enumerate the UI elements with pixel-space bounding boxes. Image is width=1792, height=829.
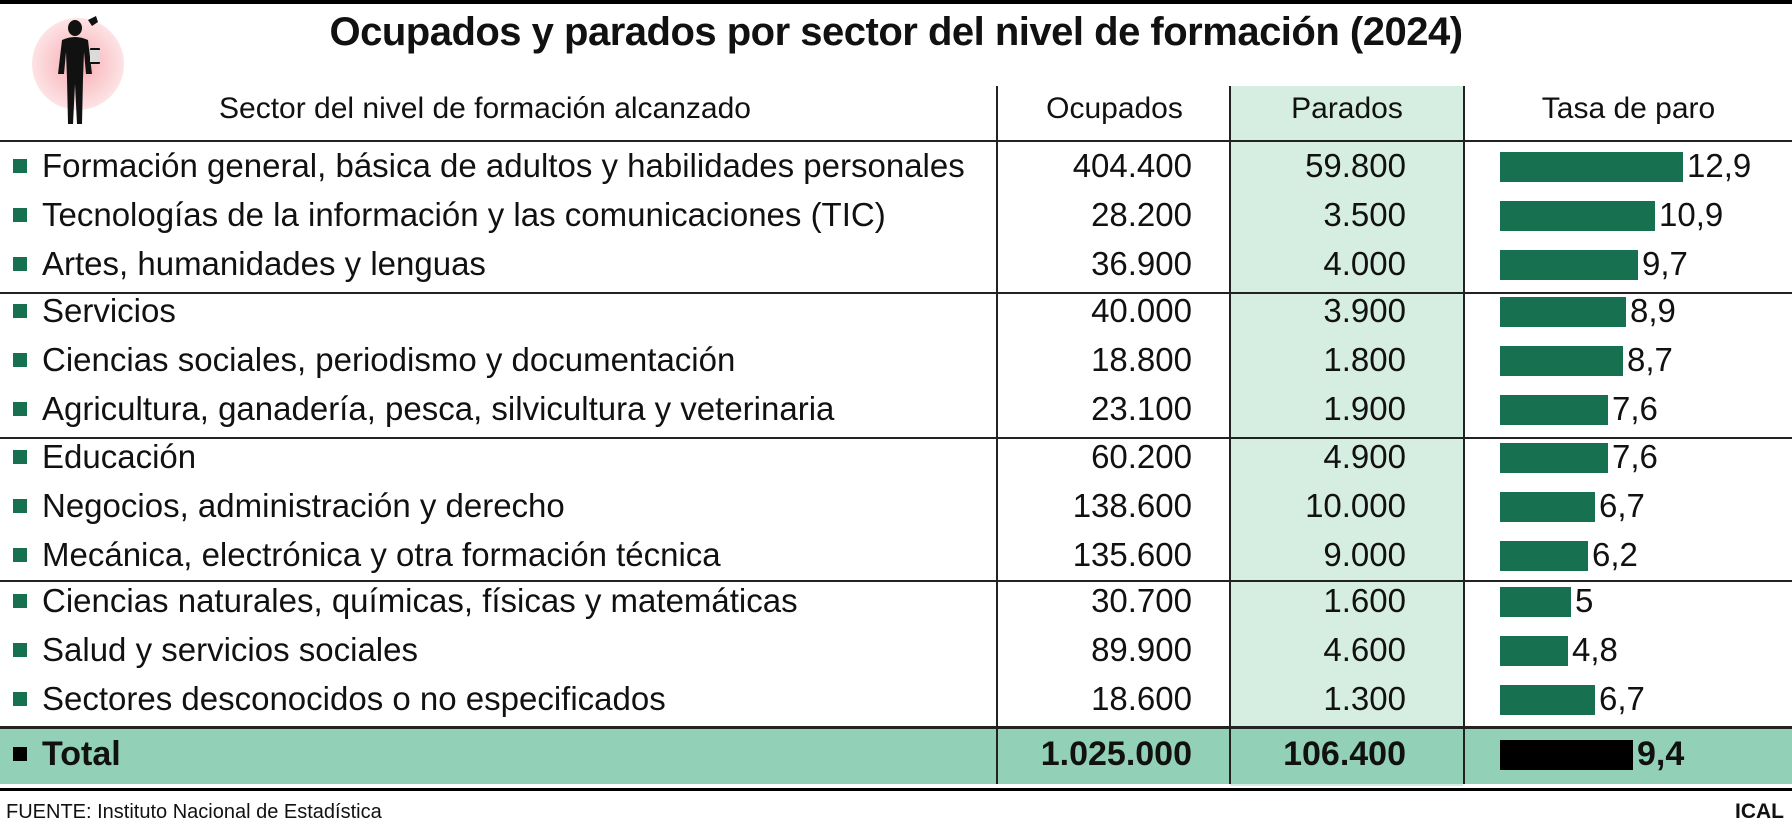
sector-label: Artes, humanidades y lenguas [42,245,486,282]
table-row [0,143,1792,191]
parados-value: 9.000 [1323,536,1406,573]
parados-value: 3.900 [1323,292,1406,329]
ocupados-value: 135.600 [1072,536,1192,573]
sector-label: Servicios [42,292,176,329]
bullet-square-icon [13,548,27,562]
bullet-square-icon [13,402,27,416]
sector-label: Sectores desconocidos o no especificados [42,680,666,717]
bullet-square-icon [13,594,27,608]
tasa-label: 7,6 [1612,390,1658,427]
tasa-label: 5 [1575,582,1594,619]
header-sector: Sector del nivel de formación alcanzado [219,92,751,125]
bullet-square-icon [13,304,27,318]
tasa-bar [1500,541,1588,571]
table-row [0,676,1792,724]
sector-label: Educación [42,438,197,475]
chart-title: Ocupados y parados por sector del nivel de formación (2024) [329,10,1463,54]
parados-value: 4.000 [1323,245,1406,282]
tasa-label: 8,9 [1630,292,1676,329]
sector-label: Salud y servicios sociales [42,631,418,668]
tasa-label: 4,8 [1572,631,1618,668]
header-ocupados: Ocupados [1046,92,1183,125]
tasa-label: 7,6 [1612,438,1658,475]
ocupados-value: 138.600 [1072,487,1192,524]
tasa-bar [1500,297,1626,327]
sector-label: Ciencias sociales, periodismo y documentación [42,341,736,378]
bottom-rule [0,788,1792,791]
sector-label: Negocios, administración y derecho [42,487,565,524]
brand-logo-text: ICAL [1735,800,1784,823]
sector-label: Mecánica, electrónica y otra formación técnica [42,536,721,573]
ocupados-value: 1.025.000 [1040,735,1192,773]
table-row [0,386,1792,434]
tasa-label: 8,7 [1627,341,1673,378]
total-divider [0,726,1792,729]
tasa-label: 6,2 [1592,536,1638,573]
tasa-label: 6,7 [1599,680,1645,717]
ocupados-value: 404.400 [1072,147,1192,184]
tasa-label: 12,9 [1687,147,1752,184]
bullet-square-icon [13,747,27,761]
bullet-square-icon [13,450,27,464]
sector-label: Agricultura, ganadería, pesca, silvicultura y veterinaria [42,390,835,427]
bullet-square-icon [13,257,27,271]
tasa-bar [1500,587,1571,617]
bullet-square-icon [13,499,27,513]
ocupados-value: 18.800 [1091,341,1192,378]
sector-label: Ciencias naturales, químicas, físicas y matemáticas [42,582,798,619]
sector-label: Total [42,735,121,773]
tasa-bar [1500,152,1683,182]
tasa-bar [1500,346,1623,376]
table-row [0,578,1792,626]
top-rule [0,0,1792,4]
parados-value: 59.800 [1305,147,1406,184]
parados-value: 4.900 [1323,438,1406,475]
header-tasa: Tasa de paro [1541,92,1716,125]
tasa-bar [1500,395,1608,425]
tasa-bar [1500,636,1568,666]
table-row [0,627,1792,675]
tasa-bar [1500,201,1655,231]
tasa-bar [1500,250,1638,280]
parados-value: 106.400 [1283,735,1406,773]
table-row [0,241,1792,289]
table-row [0,483,1792,531]
parados-value: 1.600 [1323,582,1406,619]
tasa-label: 6,7 [1599,487,1645,524]
bullet-square-icon [13,159,27,173]
header-parados: Parados [1291,92,1403,125]
parados-value: 1.900 [1323,390,1406,427]
sector-label: Formación general, básica de adultos y habilidades personales [42,147,965,184]
parados-value: 1.300 [1323,680,1406,717]
header-divider [0,140,1792,142]
ocupados-value: 89.900 [1091,631,1192,668]
parados-value: 1.800 [1323,341,1406,378]
table-row [0,532,1792,580]
total-row [0,731,1792,779]
tasa-label: 10,9 [1659,196,1724,233]
bullet-square-icon [13,208,27,222]
tasa-bar [1500,443,1608,473]
ocupados-value: 36.900 [1091,245,1192,282]
parados-value: 10.000 [1305,487,1406,524]
ocupados-value: 28.200 [1091,196,1192,233]
ocupados-value: 30.700 [1091,582,1192,619]
tasa-bar [1500,685,1595,715]
tasa-bar [1500,492,1595,522]
tasa-bar [1500,740,1633,770]
tasa-label: 9,4 [1637,735,1685,773]
table-row [0,288,1792,336]
ocupados-value: 60.200 [1091,438,1192,475]
table-row [0,337,1792,385]
table-row [0,192,1792,240]
ocupados-value: 40.000 [1091,292,1192,329]
parados-value: 3.500 [1323,196,1406,233]
sector-label: Tecnologías de la información y las comunicaciones (TIC) [42,196,886,233]
bullet-square-icon [13,643,27,657]
source-note: FUENTE: Instituto Nacional de Estadística [6,801,382,823]
table-row [0,434,1792,482]
tasa-label: 9,7 [1642,245,1688,282]
ocupados-value: 23.100 [1091,390,1192,427]
parados-value: 4.600 [1323,631,1406,668]
bullet-square-icon [13,353,27,367]
bullet-square-icon [13,692,27,706]
ocupados-value: 18.600 [1091,680,1192,717]
